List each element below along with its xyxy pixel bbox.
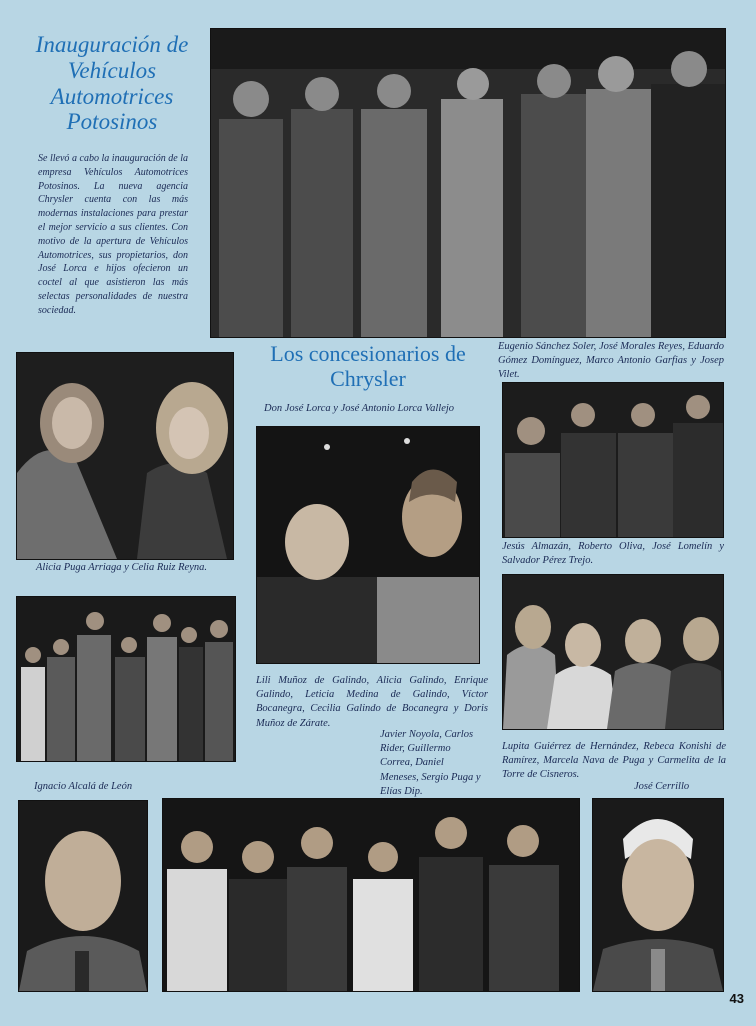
article-body: Se llevó a cabo la inauguración de la empresa Vehículos Automotrices Potosinos. La nueva agencia Chrysler cuenta con las más modernas instalaciones para prestar el mejor servicio a sus clientes. Con motivo de la apertura de Vehículos Automotrices, sus propietarios, don José Lorca e hijos ofecieron un coctel al que asistieron las más selectas personalidades de nuestra sociedad. bbox=[38, 153, 188, 316]
caption-group-top: Eugenio Sánchez Soler, José Morales Reyes, Eduardo Gómez Domínguez, Marco Antonio Garfias y Josep Vilet. bbox=[498, 341, 724, 381]
caption-ladies-four: Lupita Guiérrez de Hernández, Rebeca Konishi de Ramírez, Marcela Nava de Puga y Carmelita de la Torre de Cisneros. bbox=[502, 741, 726, 781]
photo-group-seven-men bbox=[210, 28, 726, 338]
photo-youths bbox=[162, 798, 580, 992]
caption-portrait-left: Ignacio Alcalá de León bbox=[34, 781, 133, 792]
caption-four-men: Jesús Almazán, Roberto Oliva, José Lomelín y Salvador Pérez Trejo. bbox=[502, 541, 724, 567]
caption-galindo-group: Lili Muñoz de Galindo, Alicia Galindo, Enrique Galindo, Leticia Medina de Galindo, Víctor Bocanegra, Cecilia Galindo de Bocanegra y Doris Muñoz de Zárate. bbox=[256, 675, 488, 729]
photo-portrait-right bbox=[592, 798, 724, 992]
page-number: 43 bbox=[729, 991, 744, 1006]
photo-portrait-left bbox=[18, 800, 148, 992]
caption-ladies-pair: Alicia Puga Arriaga y Celia Ruiz Reyna. bbox=[36, 562, 207, 573]
photo-four-men bbox=[502, 382, 724, 538]
photo-lorca-father-son bbox=[256, 426, 480, 664]
section-title: Los concesionarios de Chrysler bbox=[270, 341, 466, 391]
caption-portrait-right: José Cerrillo bbox=[634, 781, 690, 792]
photo-ladies-four bbox=[502, 574, 724, 730]
section-subtitle: Don José Lorca y José Antonio Lorca Vallejo bbox=[264, 403, 455, 414]
caption-youths: Javier Noyola, Carlos Rider, Guillermo Correa, Daniel Meneses, Sergio Puga y Elías Dip. bbox=[380, 729, 481, 797]
article-title: Inauguración de Vehículos Automotrices Potosinos bbox=[35, 32, 189, 135]
photo-galindo-group bbox=[16, 596, 236, 762]
photo-ladies-pair bbox=[16, 352, 234, 560]
